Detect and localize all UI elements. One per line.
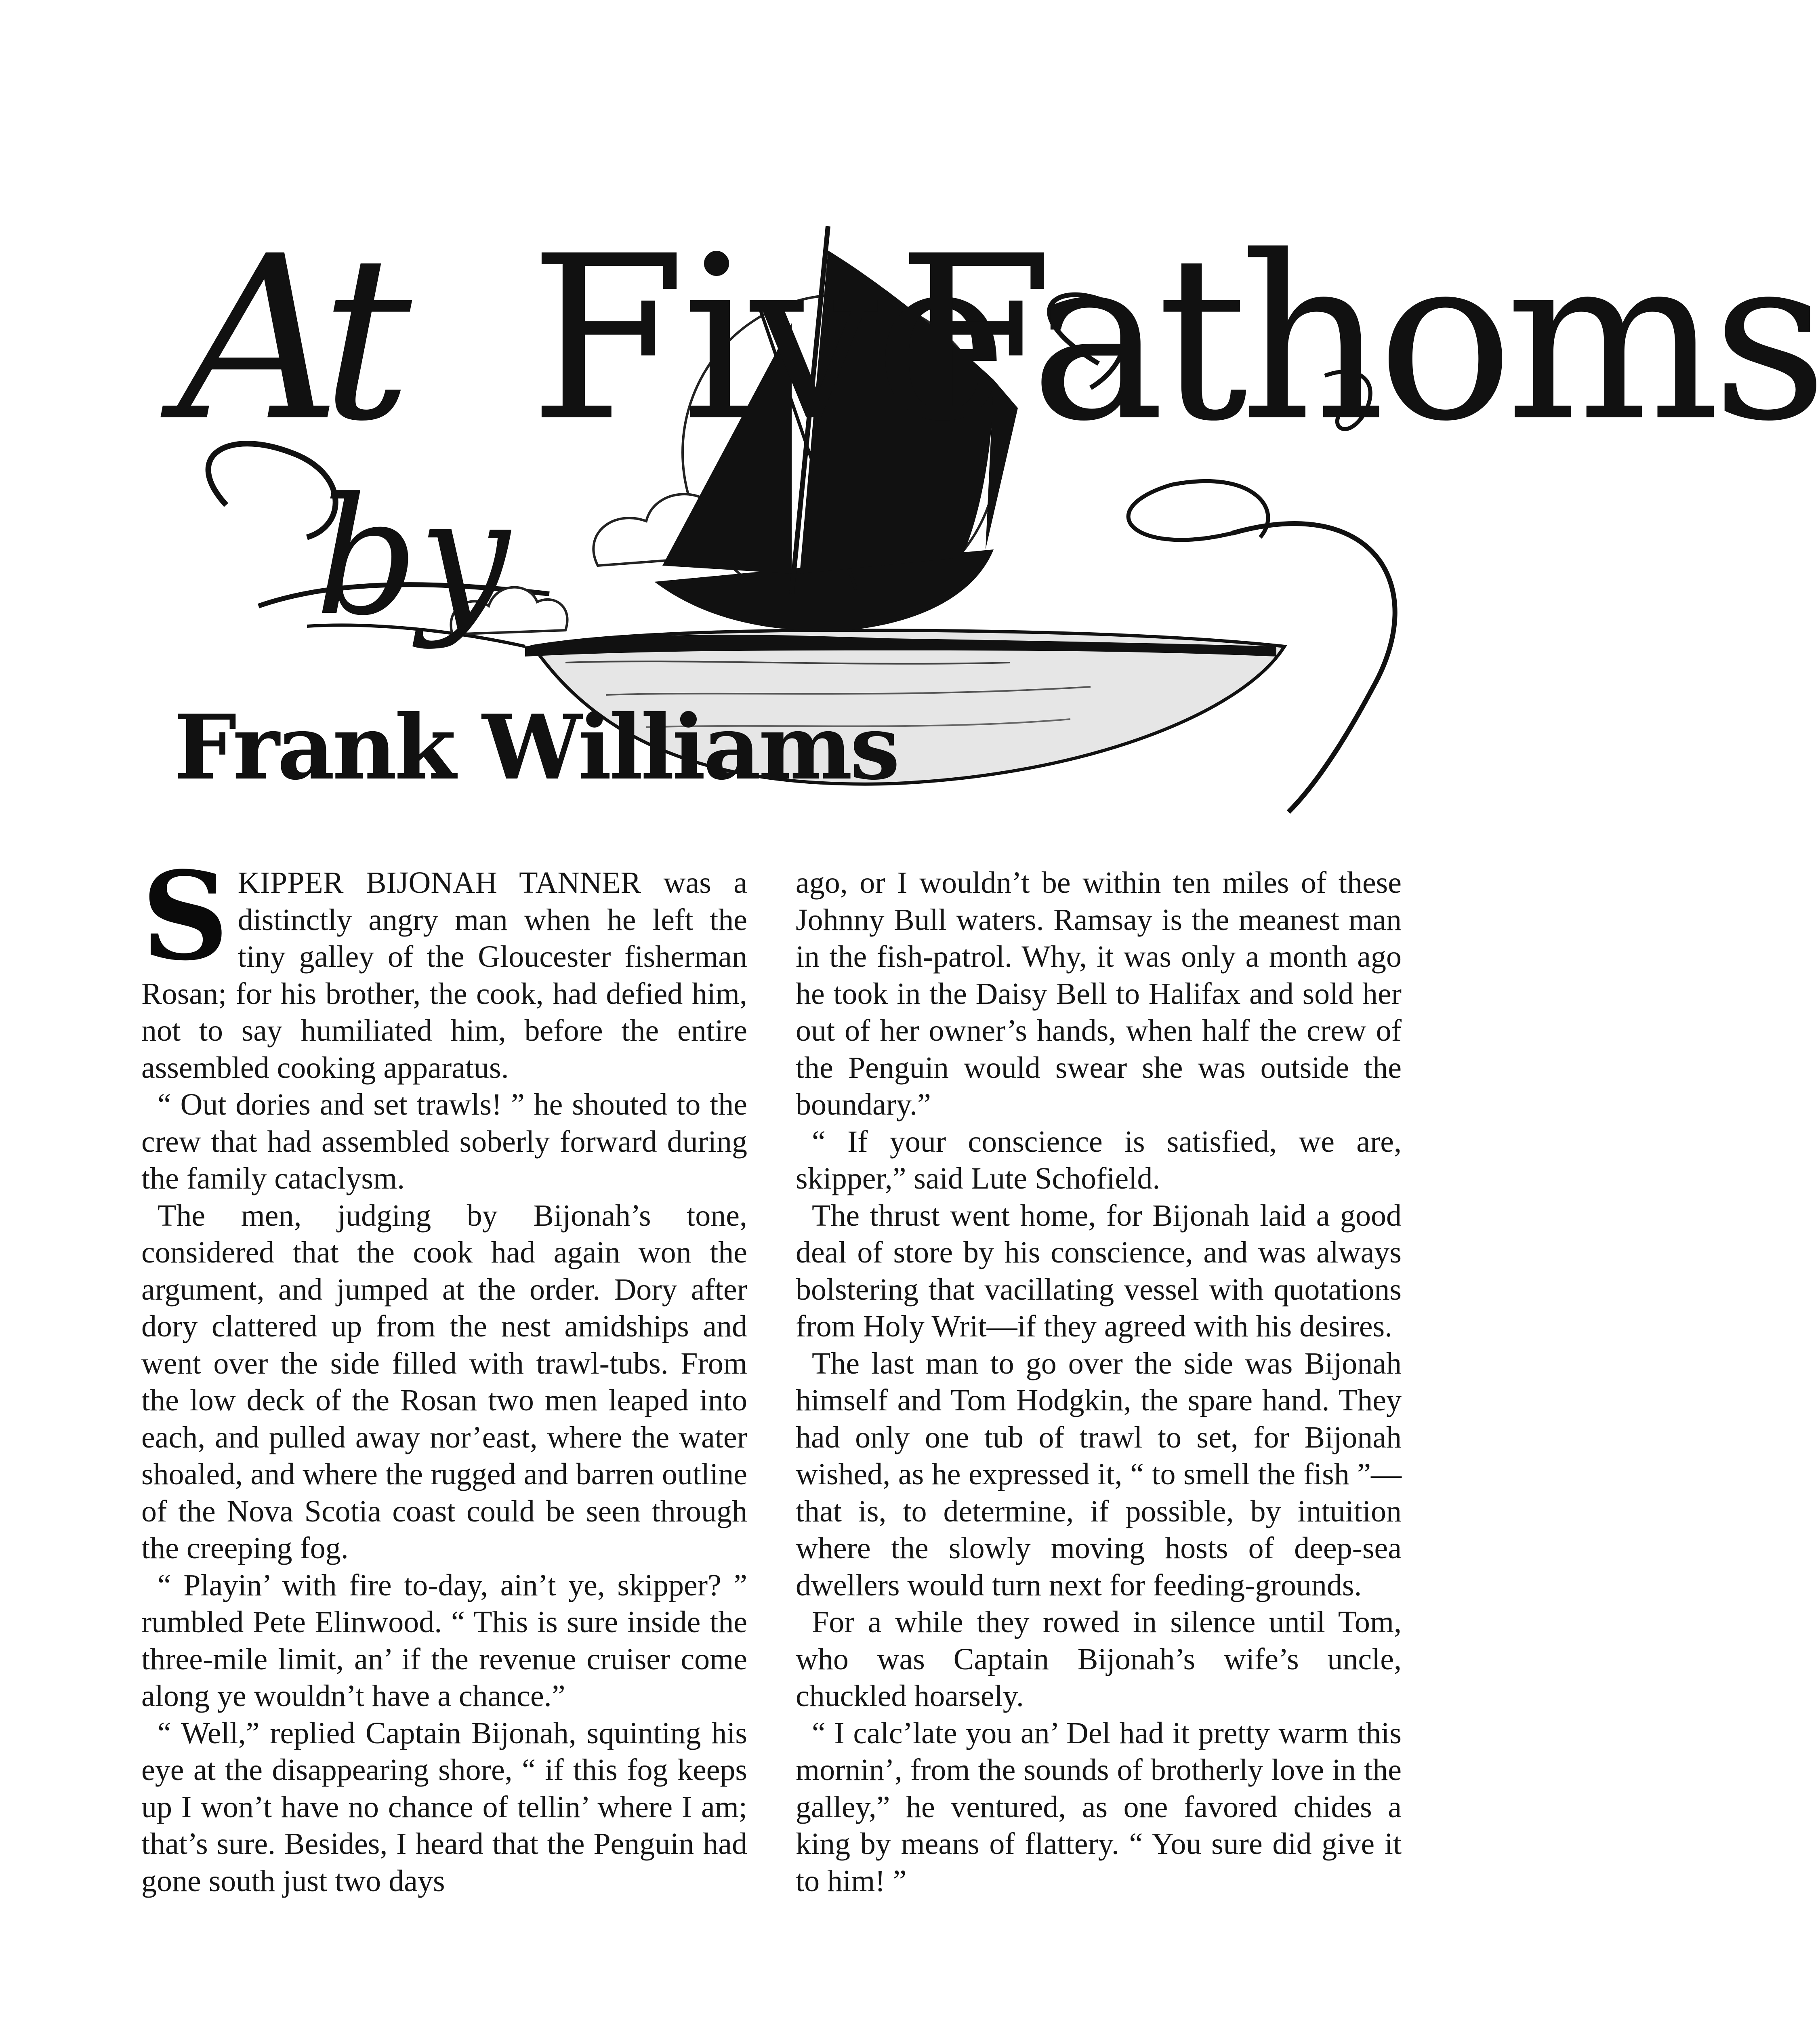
title-word-five: Five bbox=[529, 208, 1004, 471]
title-word-at: At bbox=[178, 208, 396, 471]
title-illustration bbox=[0, 0, 1820, 848]
paragraph: “ If your conscience is satisfied, we are, skipper,” said Lute Schofield. bbox=[796, 1124, 1402, 1195]
paragraph: For a while they rowed in silence until Tom, who was Captain Bijonah’s wife’s uncle, chuckled hoarsely. bbox=[796, 1605, 1402, 1713]
column-left bbox=[141, 845, 747, 2020]
paragraph: ago, or I wouldn’t be within ten miles of these Johnny Bull waters. Ramsay is the meanest man in the fish-patrol. Why, it was only a month ago he took in the Daisy Bell to Halifax and sold her out of her owner’s hands, when half the crew of the Penguin would swear she was outside the boundary.” bbox=[796, 866, 1402, 1122]
paragraph: The last man to go over the side was Bijonah himself and Tom Hodgkin, the spare hand. They had only one tub of trawl to set, for Bijonah wished, as he expressed it, “ to smell the fish ”—that is, to determine, if possible, by intuition where the slowly moving hosts of deep-sea dwellers would turn next for feeding-grounds. bbox=[796, 1346, 1402, 1602]
article-body bbox=[141, 845, 1402, 2020]
column-right bbox=[796, 865, 1402, 2020]
paragraph: “ Well,” replied Captain Bijonah, squinting his eye at the disappearing shore, “ if this fog keeps up I won’t have no chance of tellin’ where I am; that’s sure. Besides, I heard that the Penguin had gone south just two days bbox=[141, 1716, 747, 1898]
byline: by bbox=[315, 463, 510, 651]
paragraph: “ Playin’ with fire to-day, ain’t ye, skipper? ” rumbled Pete Elinwood. “ This is sure inside the three-mile limit, an’ if the revenue cruiser come along ye wouldn’t have a chance.” bbox=[141, 1568, 747, 1713]
paragraph: The men, judging by Bijonah’s tone, considered that the cook had again won the argument, and jumped at the order. Dory after dory clattered up from the nest amidships and went over the side filled with trawl-tubs. From the low deck of the Rosan two men leaped into each, and pulled away nor’east, where the water shoaled, and where the rugged and barren outline of the Nova Scotia coast could be seen through the creeping fog. bbox=[141, 1198, 747, 1565]
paragraph: “ Out dories and set trawls! ” he shouted to the crew that had assembled soberly forward during the family cataclysm. bbox=[141, 1088, 747, 1195]
paragraph: The thrust went home, for Bijonah laid a good deal of store by his conscience, and was always bolstering that vacillating vessel with quotations from Holy Writ—if they agreed with his desires. bbox=[796, 1198, 1402, 1343]
paragraph: “ I calc’late you an’ Del had it pretty warm this mornin’, from the sounds of brotherly love in the galley,” he ventured, as one favored chides a king by means of flattery. “ You sure did give it to him! ” bbox=[796, 1716, 1402, 1898]
author-name: Frank Williams bbox=[174, 695, 898, 800]
drop-cap: S bbox=[141, 845, 229, 987]
paragraph: SKIPPER BIJONAH TANNER was a distinctly angry man when he left the tiny galley of the Gloucester fisherman Rosan; for his brother, the cook, had defied him, not to say humiliated him, before the entire assembled cooking apparatus. bbox=[141, 845, 747, 1085]
title-word-fathoms: Fathoms bbox=[897, 208, 1820, 471]
